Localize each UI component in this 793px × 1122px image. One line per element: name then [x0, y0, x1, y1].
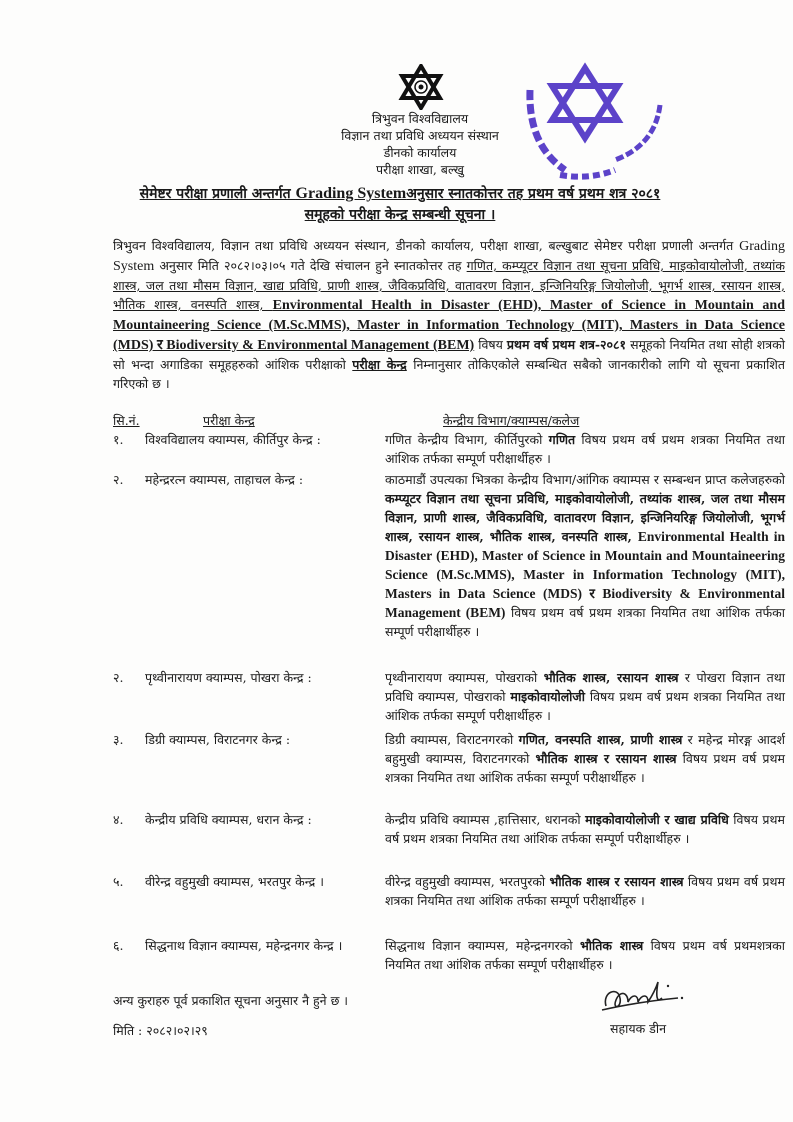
desc-text: र महेन्द्र मोरङ्ग आदर्श बहुमुखी क्याम्पस, विराटनगरको — [385, 732, 785, 766]
desc-subject: भौतिक शास्त्र र रसायन शास्त्र — [535, 751, 677, 766]
row-center: विश्वविद्यालय क्याम्पस, कीर्तिपुर केन्द्र : — [145, 432, 321, 447]
desc-text: केन्द्रीय प्रविधि क्याम्पस ,हात्तिसार, धरानको — [385, 812, 586, 827]
desc-text: विषय प्रथम वर्ष प्रथम शत्रका नियमित तथा आंशिक तर्फका सम्पूर्ण परीक्षार्थीहरु । — [385, 751, 785, 785]
notice-title — [100, 183, 700, 226]
row-center: केन्द्रीय प्रविधि क्याम्पस, धरान केन्द्र : — [145, 812, 312, 827]
row-sn: ५. — [113, 874, 124, 889]
title-line-2: समूहको परीक्षा केन्द्र सम्बन्धी सूचना । — [304, 207, 496, 223]
desc-text: विषय प्रथम वर्ष प्रथम शत्रका नियमित तथा आंशिक तर्फका सम्पूर्ण परीक्षार्थीहरु । — [385, 605, 785, 639]
desc-subject: गणित, वनस्पति शास्त्र, प्राणी शास्त्र — [518, 732, 683, 747]
university-emblem-icon — [398, 64, 444, 110]
desc-text: गणित केन्द्रीय विभाग, कीर्तिपुरको — [385, 432, 549, 447]
desc-text: पृथ्वीनारायण क्याम्पस, पोखराको — [385, 670, 544, 685]
title-part: सेमेष्टर परीक्षा प्रणाली अन्तर्गत — [139, 186, 296, 202]
intro-text: Grading System — [113, 239, 785, 274]
desc-subject-english: Environmental Health in Disaster (EHD), Master of Science in Mountain and Mountaineering Science (M.Sc.MMS), Master in Information Technology (MIT), Masters in Data Science (MDS) र Biodiversity & Environmental Management (BEM) — [385, 529, 785, 620]
letterhead — [300, 110, 540, 178]
desc-text: काठमाडौं उपत्यका भित्रका केन्द्रीय विभाग/आंगिक क्याम्पस र सम्बन्धन प्राप्त कलेजहरुको — [385, 472, 785, 487]
desc-subject: भौतिक शास्त्र, रसायन शास्त्र — [543, 670, 679, 685]
row-desc — [385, 936, 785, 974]
intro-paragraph — [113, 236, 785, 393]
desc-text: विषय प्रथम वर्ष प्रथम शत्रका नियमित तथा आंशिक तर्फका सम्पूर्ण परीक्षार्थीहरु । — [385, 874, 786, 908]
header-dept: केन्द्रीय विभाग/क्याम्पस/कलेज — [443, 413, 580, 428]
row-center: डिग्री क्याम्पस, विराटनगर केन्द्र : — [145, 732, 291, 747]
title-grading-system: Grading System — [295, 185, 407, 202]
row-sn: ३. — [113, 732, 124, 747]
desc-text: डिग्री क्याम्पस, विराटनगरको — [385, 732, 519, 747]
university-name: त्रिभुवन विश्वविद्यालय — [371, 111, 469, 126]
intro-text: निम्नानुसार तोकिएकोले सम्बन्धित सबैको जानकारीको लागि यो सूचना प्रकाशित गरिएको छ । — [113, 357, 785, 391]
intro-text: अनुसार मिति २०८२।०३।०५ गते देखि संचालन हुने स्नातकोत्तर तह — [154, 258, 467, 273]
row-desc — [385, 668, 785, 725]
row-desc — [385, 730, 785, 787]
signatory-title: सहायक डीन — [610, 1021, 667, 1036]
subject-list-nepali: गणित, कम्प्यूटर विज्ञान तथा सूचना प्रविधि, माइकोवायोलोजी, तथ्यांक शास्त्र, जल तथा मौसम विज्ञान, खाद्य प्रविधि, प्राणी शास्त्र, जैविकप्रविधि, वातावरण विज्ञान, इन्जिनियरिङ्ग जियोलोजी, भूगर्भ शास्त्र, रसायन शास्त्र, भौतिक शास्त्र, वनस्पति शास्त्र, — [113, 258, 786, 312]
table-header — [113, 412, 785, 430]
row-center: सिद्धनाथ विज्ञान क्याम्पस, महेन्द्रनगर केन्द्र । — [145, 938, 343, 953]
desc-text: वीरेन्द्र वहुमुखी क्याम्पस, भरतपुरको — [385, 874, 550, 889]
desc-subject: माइकोवायोलोजी — [510, 689, 585, 704]
section-name: परीक्षा शाखा, बल्खु — [376, 162, 464, 177]
desc-subject: गणित — [548, 432, 576, 447]
desc-text: विषय प्रथम वर्ष प्रथम शत्रका नियमित तथा आंशिक तर्फका सम्पूर्ण परीक्षार्थीहरु । — [385, 689, 785, 723]
row-sn: ४. — [113, 812, 124, 827]
intro-text: त्रिभुवन विश्वविद्यालय, विज्ञान तथा प्रविधि अध्ययन संस्थान, डीनको कार्यालय, परीक्षा शाखा, बल्खुबाट सेमेष्टर परीक्षा प्रणाली अन्तर्गत — [113, 238, 740, 253]
row-desc — [385, 470, 785, 641]
official-stamp-icon — [520, 60, 670, 180]
notice-date: मिति : २०८२।०२।२९ — [113, 1023, 208, 1038]
exam-center-label: परीक्षा केन्द्र — [352, 357, 407, 372]
signature-icon — [598, 978, 708, 1014]
row-sn: २. — [113, 472, 124, 487]
intro-text: समूहको नियमित तथा सोही शत्रको सो भन्दा अगाडिका समूहहरुको आंशिक परीक्षाको — [113, 337, 785, 372]
intro-text: विषय — [474, 337, 507, 352]
desc-text: सिद्धनाथ विज्ञान क्याम्पस, महेन्द्रनगरको — [385, 938, 580, 953]
row-desc — [385, 810, 785, 848]
desc-text: विषय प्रथम वर्ष प्रथमशत्रका नियमित तथा आंशिक तर्फका सम्पूर्ण परीक्षार्थीहरु । — [385, 938, 785, 972]
row-desc — [385, 872, 785, 910]
desc-subject: भौतिक शास्त्र — [579, 938, 644, 953]
header-center: परीक्षा केन्द्र — [203, 413, 255, 428]
desc-text: विषय प्रथम वर्ष प्रथम शत्रका नियमित तथा आंशिक तर्फका सम्पूर्ण परीक्षार्थीहरु । — [385, 432, 785, 466]
row-desc — [385, 430, 785, 468]
subject-list-english: Environmental Health in Disaster (EHD), Master of Science in Mountain and Mountaineering Science (M.Sc.MMS), Master in Information Technology (MIT), Masters in Data Science (MDS) र Biodiversity & Environmental Management (BEM) — [113, 298, 786, 353]
footer-note: अन्य कुराहरु पूर्व प्रकाशित सूचना अनुसार नै हुने छ । — [113, 993, 349, 1008]
row-sn: २. — [113, 670, 124, 685]
desc-subject: कम्प्यूटर विज्ञान तथा सूचना प्रविधि, माइकोवायोलोजी, तथ्यांक शास्त्र, जल तथा मौसम विज्ञान, प्राणी शास्त्र, जैविकप्रविधि, वातावरण विज्ञान, इन्जिनियरिङ्ग जियोलोजी, भूगर्भ शास्त्र, रसायन शास्त्र, भौतिक शास्त्र, वनस्पति शास्त्र, — [385, 491, 785, 544]
title-part: अनुसार स्नातकोत्तर तह प्रथम वर्ष प्रथम शत्र २०८१ — [406, 186, 661, 202]
desc-subject: माइकोवायोलोजी र खाद्य प्रविधि — [585, 812, 729, 827]
row-center: महेन्द्ररत्न क्याम्पस, ताहाचल केन्द्र : — [145, 472, 304, 487]
desc-subject: भौतिक शास्त्र र रसायन शास्त्र — [549, 874, 684, 889]
desc-text: र पोखरा विज्ञान तथा प्रविधि क्याम्पस, पोखराको — [385, 670, 785, 704]
row-center: वीरेन्द्र वहुमुखी क्याम्पस, भरतपुर केन्द्र । — [145, 874, 324, 889]
row-sn: १. — [113, 432, 124, 447]
header-sn: सि.नं. — [113, 413, 140, 428]
semester-label: प्रथम वर्ष प्रथम शत्र-२०८१ — [506, 337, 627, 352]
institute-name: विज्ञान तथा प्रविधि अध्ययन संस्थान — [341, 128, 499, 143]
office-name: डीनको कार्यालय — [383, 145, 457, 160]
row-sn: ६. — [113, 938, 124, 953]
row-center: पृथ्वीनारायण क्याम्पस, पोखरा केन्द्र : — [145, 670, 312, 685]
desc-text: विषय प्रथम वर्ष प्रथम शत्रका नियमित तथा आंशिक तर्फका सम्पूर्ण परीक्षार्थीहरु । — [385, 812, 786, 846]
